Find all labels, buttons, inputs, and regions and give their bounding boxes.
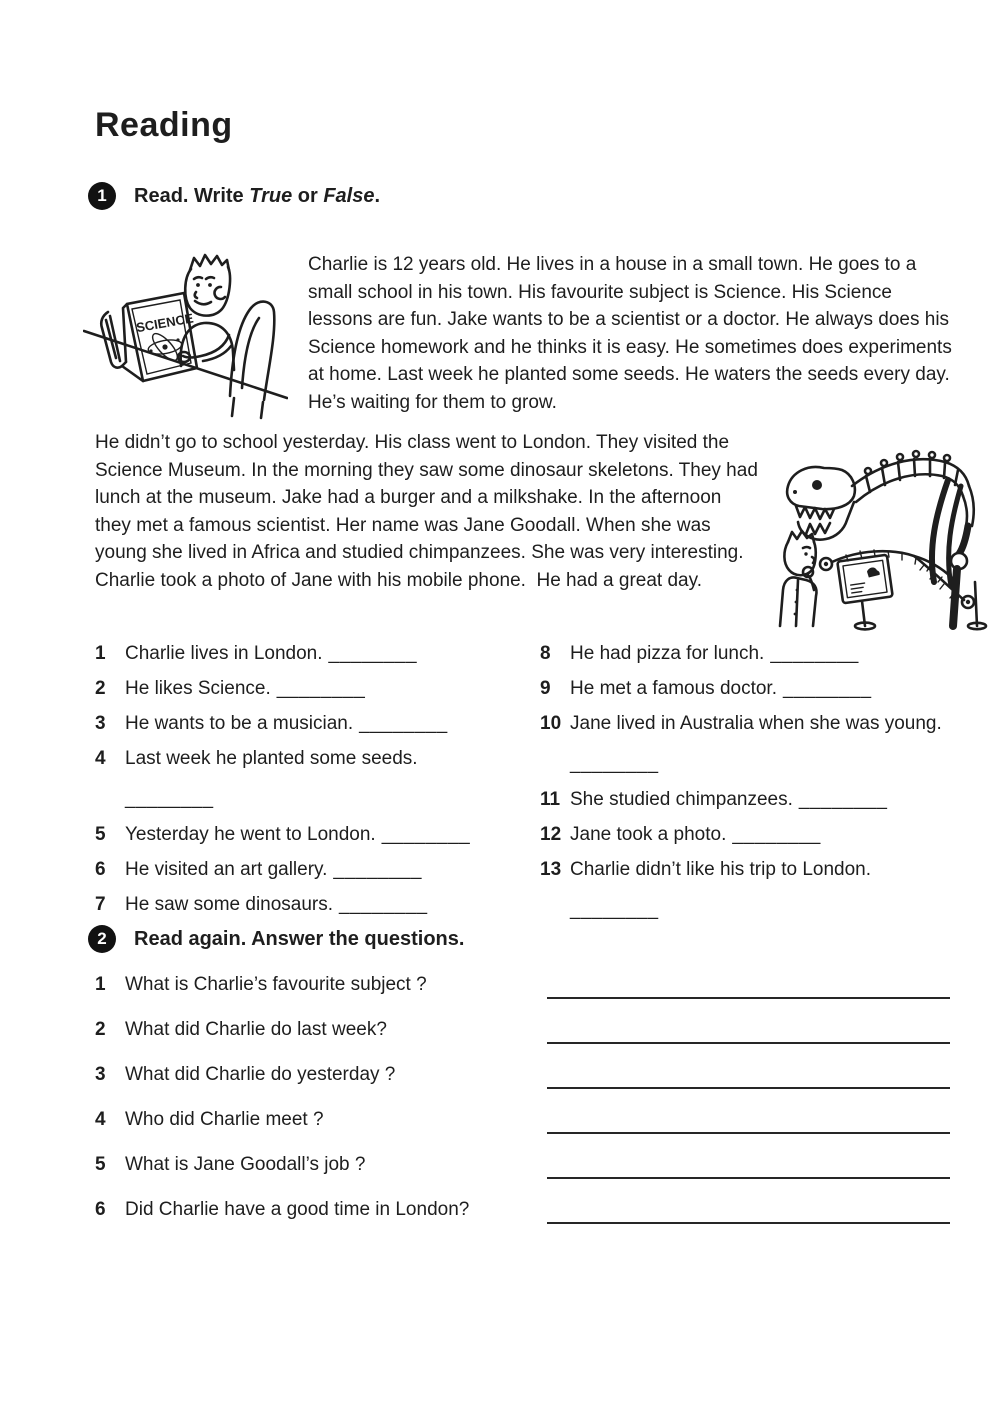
tf-item-number: 12 — [540, 824, 562, 845]
tf-answer-blank[interactable]: ________ — [570, 753, 659, 774]
tf-item-3 — [95, 713, 537, 735]
question-text: Did Charlie have a good time in London? — [125, 1199, 470, 1220]
question-number: 1 — [95, 974, 106, 995]
tf-item-text: He met a famous doctor. ________ — [570, 678, 872, 699]
tf-item-7 — [95, 894, 537, 916]
tf-item-number: 13 — [540, 859, 562, 880]
tf-answer-blank[interactable]: ________ — [333, 859, 422, 880]
exercise2-instruction: Read again. Answer the questions. — [134, 927, 465, 950]
answer-line[interactable] — [547, 1222, 950, 1224]
exercise1-number-badge: 1 — [88, 182, 116, 210]
tf-item-2 — [95, 678, 537, 700]
tf-item-6 — [95, 859, 537, 881]
tf-item-text: He wants to be a musician. ________ — [125, 713, 448, 734]
tf-answer-blank[interactable]: ________ — [359, 713, 448, 734]
question-row-4 — [95, 1109, 955, 1154]
page-title: Reading — [95, 106, 233, 144]
tf-item-number: 7 — [95, 894, 106, 915]
tf-item-text: She studied chimpanzees. ________ — [570, 789, 888, 810]
question-number: 2 — [95, 1019, 106, 1040]
exercise2-questions — [95, 974, 955, 1244]
answer-line[interactable] — [547, 1042, 950, 1044]
tf-item-text: Jane took a photo. ________ — [570, 824, 821, 845]
question-text: What is Charlie’s favourite subject ? — [125, 974, 427, 995]
tf-answer-blank[interactable]: ________ — [276, 678, 366, 699]
question-text: What did Charlie do yesterday ? — [125, 1064, 396, 1085]
tf-item-text: He visited an art gallery. ________ — [125, 859, 422, 880]
question-row-5 — [95, 1154, 955, 1199]
tf-item-13 — [540, 859, 985, 881]
tf-answer-blank[interactable]: ________ — [339, 894, 428, 915]
tf-item-number: 8 — [540, 643, 551, 664]
tf-item-text: He likes Science. ________ — [125, 678, 366, 699]
tf-item-12 — [540, 824, 985, 846]
tf-item-10 — [540, 713, 985, 735]
tf-item-4 — [95, 748, 537, 770]
tf-answer-blank[interactable]: ________ — [125, 788, 214, 809]
tf-item-text: He had pizza for lunch. ________ — [570, 643, 859, 664]
tf-item-number: 10 — [540, 713, 562, 734]
answer-line[interactable] — [547, 1132, 950, 1134]
answer-line[interactable] — [547, 997, 950, 999]
tf-item-number: 1 — [95, 643, 106, 664]
exercise1-header — [88, 182, 380, 210]
tf-item-1 — [95, 643, 537, 665]
question-number: 5 — [95, 1154, 106, 1175]
tf-answer-blank[interactable]: ________ — [381, 824, 471, 845]
reading-paragraph-2: He didn’t go to school yesterday. His class went to London. They visited the Science Museum. In the morning they saw some dinosaur skeletons. They had lunch at the museum. Jake had a burger and a milkshake. In the afternoon they met a famous scientist. Her name was Jane Goodall. When she was young she lived in Africa and studied chimpanzees. She was very interesting. Charlie took a photo of Jane with his mobile phone. He had a great day. — [95, 432, 764, 591]
tf-item-number: 4 — [95, 748, 106, 769]
exercise1-instruction: Read. Write True or False. — [134, 184, 381, 207]
tf-answer-blank[interactable]: ________ — [570, 899, 659, 920]
question-row-3 — [95, 1064, 955, 1109]
tf-item-number: 6 — [95, 859, 106, 880]
tf-item-9 — [540, 678, 985, 700]
tf-item-number: 2 — [95, 678, 106, 699]
question-number: 6 — [95, 1199, 106, 1220]
question-number: 3 — [95, 1064, 106, 1085]
answer-line[interactable] — [547, 1177, 950, 1179]
tf-item-text: Charlie lives in London. ________ — [125, 643, 418, 664]
tf-answer-blank[interactable]: ________ — [770, 643, 859, 664]
tf-answer-blank[interactable]: ________ — [328, 643, 418, 664]
tf-item-number: 5 — [95, 824, 106, 845]
tf-item-text: Yesterday he went to London. ________ — [125, 824, 471, 845]
question-text: What did Charlie do last week? — [125, 1019, 387, 1040]
question-row-6 — [95, 1199, 955, 1244]
question-number: 4 — [95, 1109, 106, 1130]
exercise2-header — [88, 925, 464, 953]
answer-line[interactable] — [547, 1087, 950, 1089]
tf-item-5 — [95, 824, 537, 846]
tf-answer-blank[interactable]: ________ — [783, 678, 872, 699]
reading-paragraph-1: Charlie is 12 years old. He lives in a house in a small town. He goes to a small school in his town. His favourite subject is Science. His Science lessons are fun. Jake wants to be a scientist or a doctor. He always does his Science homework and he thinks it is easy. He sometimes does experiments at home. Last week he planted some seeds. He waters the seeds every day. He’s waiting for them to grow. — [308, 254, 958, 413]
tf-answer-blank[interactable]: ________ — [798, 789, 888, 810]
science-book-title: SCIENCE — [134, 310, 195, 336]
question-row-2 — [95, 1019, 955, 1064]
tf-answer-blank[interactable]: ________ — [732, 824, 821, 845]
true-false-column-left — [95, 643, 537, 929]
tf-item-text: Charlie didn’t like his trip to London. — [570, 859, 872, 880]
exercise2-number-badge: 2 — [88, 925, 116, 953]
question-text: What is Jane Goodall’s job ? — [125, 1154, 366, 1175]
question-text: Who did Charlie meet ? — [125, 1109, 324, 1130]
tf-item-number: 9 — [540, 678, 551, 699]
tf-item-number: 11 — [540, 789, 561, 810]
tf-item-text: Last week he planted some seeds. — [125, 748, 418, 769]
question-row-1 — [95, 974, 955, 1019]
tf-item-8 — [540, 643, 985, 665]
tf-item-number: 3 — [95, 713, 106, 734]
tf-item-text: He saw some dinosaurs. ________ — [125, 894, 428, 915]
tf-item-11 — [540, 789, 985, 811]
true-false-column-right — [540, 643, 985, 935]
tf-item-text: Jane lived in Australia when she was young. — [570, 713, 942, 734]
boy-reading-illustration — [83, 240, 288, 420]
dinosaur-skeleton-illustration — [762, 430, 990, 632]
